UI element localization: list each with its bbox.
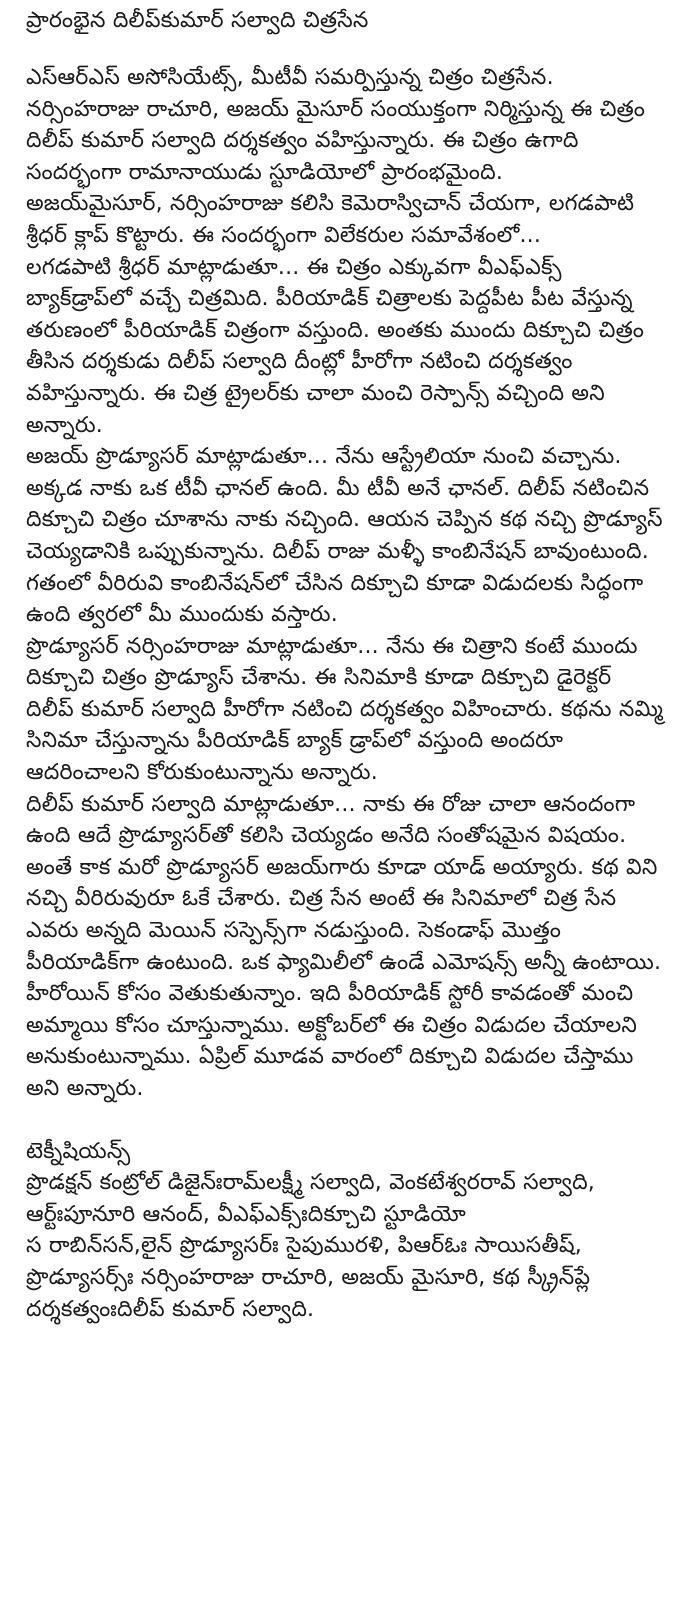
paragraph-dilip-speech: దిలీప్ కుమార్ సల్వాది మాట్లాడుతూ... నాకు ఈ రోజు చాలా ఆనందంగా ఉంది ఆదే ప్రొడ్యూసర్‌తో కలిసి చెయ్యడం అనేది సంతోషమైన విషయం. అంతే కాక మరో ప్రొడ్యూసర్ అజయ్‌గారు కూడా యాడ్ అయ్యారు. కథ విని నచ్చి వీరిరువురూ ఓకే చేశారు. చిత్ర సేన అంటే ఈ సినిమాలో చిత్ర సేన ఎవరు అన్నది మెయిన్ సస్పెన్స్‌గా నడుస్తుంది. సెకండాఫ్ మొత్తం పీరియాడిక్‌గా ఉంటుంది. ఒక ఫ్యామిలీలో ఉండే ఎమోషన్స్ అన్నీ ఉంటాయి. హీరోయిన్ కోసం వెతుకుతున్నాం. ఇది పీరియాడిక్ స్టోరీ కావడంతో మంచి అమ్మాయి కోసం చూస్తున్నాము. అక్టోబర్‌లో ఈ చిత్రం విడుదల చేయాలని అనుకుంటున్నాము. ఏప్రిల్ మూడవ వారంలో దిక్చూచి విడుదల చేస్తాము అని అన్నారు. bbox=[26, 791, 662, 1101]
section-divider bbox=[26, 1105, 666, 1136]
paragraph-ajay-speech: అజయ్ ప్రొడ్యూసర్ మాట్లాడుతూ... నేను ఆస్ట్రేలియా నుంచి వచ్చాను. అక్కడ నాకు ఒక టీవీ ఛానల్ ఉంది. మీ టీవీ అనే ఛానల్. దిలీప్ నటించిన దిక్చూచి చిత్రం చూశాను నాకు నచ్చింది. ఆయన చెప్పిన కథ నచ్చి ప్రొడ్యూస్ చెయ్యడానికి ఒప్పుకున్నాను. దిలీప్ రాజు మళ్ళీ కాంబినేషన్ బావుంటుంది. గతంలో వీరిరువి కాంబినేషన్‌లో చేసిన దిక్చూచి కూడా విడుదలకు సిద్ధంగా ఉంది త్వరలో మీ ముందుకు వస్తారు. bbox=[26, 444, 663, 628]
technicians-crew-1: ప్రొడక్షన్ కంట్రోల్ డిజైన్ఃరామ్‌లక్ష్మీ సల్వాది, వెంకటేశ్వరరావ్ సల్వాది, ఆర్ట్ఃపూనూరి ఆనంద్, వీఎఫ్ఎక్స్ఃదిక్చూచి స్టూడియో bbox=[26, 1170, 595, 1227]
article-title: ప్రారంభైన దిలీప్‌కుమార్ సల్వాది చిత్రసేన bbox=[26, 8, 369, 33]
paragraph-sridhar-speech: లగడపాటి శ్రీధర్ మాట్లాడుతూ... ఈ చిత్రం ఎక్కువగా వీఎఫ్ఎక్స్ బ్యాక్‌డ్రాప్‌లో వచ్చే చిత్రమిది. పీరియాడిక్ చిత్రాలకు పెద్దపీట పీట వేస్తున్న తరుణంలో పీరియాడిక్ చిత్రంగా వస్తుంది. అంతకు ముందు దిక్చూచి చిత్రం తీసిన దర్శకుడు దిలీప్ సల్వాది దీంట్లో హీరోగా నటించి దర్శకత్వం వహిస్తున్నారు. ఈ చిత్ర ట్రైలర్‌కు చాలా మంచి రెస్పాన్స్ వచ్చింది అని అన్నారు. bbox=[26, 254, 645, 438]
article-body bbox=[26, 62, 666, 1325]
technicians-heading: టెక్నీషియన్స్ bbox=[26, 1138, 131, 1164]
technicians-crew-2: స రాబిన్‌సన్,లైన్ ప్రొడ్యూసర్ః సైపుమురళి, పిఆర్ఓః సాయిసతీష్, ప్రొడ్యూసర్స్ః నర్సింహరాజు రాచూరి, అజయ్ మైసూరి, కథ స్క్రీన్‌ప్లే దర్శకత్వంఃదిలీప్ కుమార్ సల్వాది. bbox=[26, 1233, 591, 1322]
paragraph-intro: ఎస్ఆర్ఎస్ అసోసియేట్స్, మీటీవీ సమర్పిస్తున్న చిత్రం చిత్రసేన. నర్సింహరాజు రాచూరి, అజయ్ మైసూర్ సంయుక్తంగా నిర్మిస్తున్న ఈ చిత్రం దిలీప్ కుమార్ సల్వాది దర్శకత్వం వహిస్తున్నారు. ఈ చిత్రం ఉగాది సందర్భంగా రామానాయుడు స్టూడియోలో ప్రారంభమైంది. bbox=[26, 65, 646, 185]
paragraph-camera-switch: అజయ్‌మైసూర్, నర్సింహరాజు కలిసి కెమెరాస్విచాన్ చేయగా, లగడపాటి శ్రీధర్ క్లాప్ కొట్టారు. ఈ సందర్భంగా విలేకరుల సమావేశంలో... bbox=[26, 191, 635, 248]
article bbox=[26, 4, 666, 1325]
paragraph-narsimharaju-speech: ప్రొడ్యూసర్ నర్సింహరాజు మాట్లాడుతూ... నేను ఈ చిత్రాని కంటే ముందు దిక్చూచి చిత్రం ప్రొడ్యూస్ చేశాను. ఈ సినిమాకి కూడా దిక్చూచి డైరెక్టర్ దిలీప్ కుమార్ సల్వాది హీరోగా నటించి దర్శకత్వం విహించారు. కథను నమ్మి సినిమా చేస్తున్నాను పీరియాడిక్ బ్యాక్ డ్రాప్‌లో వస్తుంది అందరూ ఆదరించాలని కోరుకుంటున్నాను అన్నారు. bbox=[26, 633, 664, 786]
